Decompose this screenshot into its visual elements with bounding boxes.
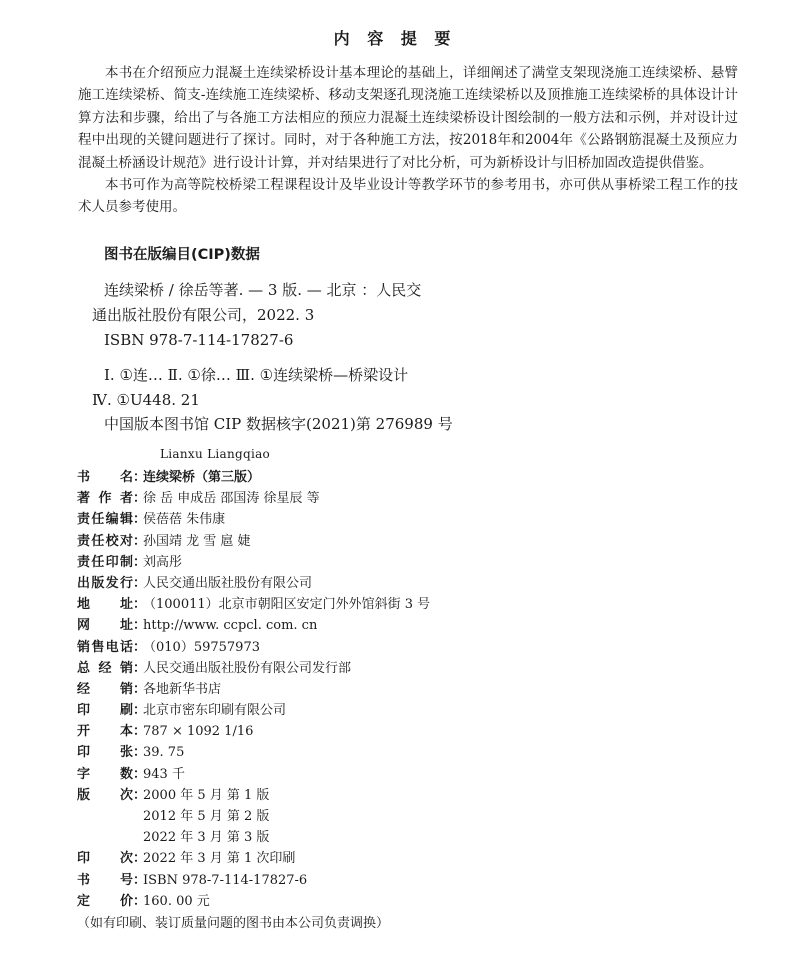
field-value: 787 × 1092 1/16 xyxy=(143,724,254,740)
field-label: 著 作 者 xyxy=(77,491,133,507)
field-value: 徐 岳 申成岳 邵国涛 徐星辰 等 xyxy=(143,491,320,507)
edition-history xyxy=(77,806,430,848)
copyright-fields xyxy=(77,467,430,806)
field-label: 字 数 xyxy=(77,766,133,782)
cip-line: Ⅳ. ①U448. 21 xyxy=(92,391,200,409)
copyright-row: 责 任 编 辑 ： 侯蓓蓓 朱伟康 xyxy=(77,509,430,530)
field-label: 责 任 编 辑 xyxy=(77,512,133,528)
copyright-row: 印 张 ： 39. 75 xyxy=(77,742,430,763)
field-value: 孙国靖 龙 雪 扈 婕 xyxy=(143,533,251,549)
field-label: 书 名 xyxy=(77,470,133,485)
field-value: 160. 00 元 xyxy=(143,893,210,909)
copyright-row: 定 价 ： 160. 00 元 xyxy=(77,891,430,912)
cip-line: ISBN 978-7-114-17827-6 xyxy=(104,331,294,349)
field-value: http://www. ccpcl. com. cn xyxy=(143,618,318,634)
pinyin-title: Lianxu Liangqiao xyxy=(160,447,271,461)
copyright-row: 书 号 ： ISBN 978-7-114-17827-6 xyxy=(77,870,430,891)
cip-verification: 中国版本图书馆 CIP 数据核字(2021)第 276989 号 xyxy=(104,415,453,433)
field-value: 各地新华书店 xyxy=(143,681,222,697)
field-label: 书 号 xyxy=(77,872,133,888)
field-label: 责 任 校 对 xyxy=(77,533,133,549)
field-value: 侯蓓蓓 朱伟康 xyxy=(143,512,226,528)
field-value: 北京市密东印刷有限公司 xyxy=(143,703,287,719)
copyright-fields-after xyxy=(77,848,430,912)
field-label: 开 本 xyxy=(77,724,133,740)
field-value: 39. 75 xyxy=(143,745,185,761)
copyright-row: 总 经 销 ： 人民交通出版社股份有限公司发行部 xyxy=(77,658,430,679)
field-value: （010）59757973 xyxy=(143,639,260,655)
copyright-row: 责 任 印 制 ： 刘高彤 xyxy=(77,552,430,573)
copyright-row: 开 本 ： 787 × 1092 1/16 xyxy=(77,721,430,742)
copyright-row: 出 版 发 行 ： 人民交通出版社股份有限公司 xyxy=(77,573,430,594)
cip-record xyxy=(92,278,422,413)
field-label: 地 址 xyxy=(77,597,133,613)
cip-line: 连续梁桥 / 徐岳等著. — 3 版. — 北京 ：人民交 xyxy=(104,281,422,299)
summary-paragraph: 本书在介绍预应力混凝土连续梁桥设计基本理论的基础上，详细阐述了满堂支架现浇施工连续梁桥、悬臂施工连续梁桥、简支-连续施工连续梁桥、移动支架逐孔现浇施工连续梁桥以及顶推施工连续梁桥的具体设计计算方法和步骤，给出了与各施工方法相应的预应力混凝土连续梁桥设计图绘制的一般方法和示例，并对设计过程中出现的关键问题进行了探讨。同时，对于各种施工方法，按2018年和2004年《公路钢筋混凝土及预应力混凝土桥涵设计规范》进行设计计算，并对结果进行了对比分析，可为新桥设计与旧桥加固改造提供借鉴。 xyxy=(78,65,738,171)
field-value: 人民交通出版社股份有限公司发行部 xyxy=(143,660,352,676)
field-value: 刘高彤 xyxy=(143,554,183,570)
copyright-row: 地 址 ： （100011）北京市朝阳区安定门外外馆斜街 3 号 xyxy=(77,594,430,615)
field-value: ISBN 978-7-114-17827-6 xyxy=(143,872,308,888)
copyright-row: 印 刷 ： 北京市密东印刷有限公司 xyxy=(77,700,430,721)
copyright-row: 销 售 电 话 ： （010）59757973 xyxy=(77,637,430,658)
summary-title: 内 容 提 要 xyxy=(333,29,457,48)
field-label: 定 价 xyxy=(77,893,133,909)
copyright-row: 书 名 ： 连续梁桥（第三版） xyxy=(77,467,430,488)
edition-row: 2022 年 3 月 第 3 版 xyxy=(143,830,270,846)
summary-paragraph: 本书可作为高等院校桥梁工程课程设计及毕业设计等教学环节的参考用书，亦可供从事桥梁工程工作的技术人员参考使用。 xyxy=(78,177,738,216)
field-label: 印 次 xyxy=(77,851,133,867)
cip-line: 通出版社股份有限公司，2022. 3 xyxy=(92,306,315,324)
cip-line: Ⅰ. ①连… Ⅱ. ①徐… Ⅲ. ①连续梁桥—桥梁设计 xyxy=(104,366,409,384)
edition-row: 2012 年 5 月 第 2 版 xyxy=(143,809,270,824)
copyright-row: 印 次 ： 2022 年 3 月 第 1 次印刷 xyxy=(77,848,430,869)
quality-notice: （如有印刷、装订质量问题的图书由本公司负责调换） xyxy=(77,915,390,931)
copyright-row: 网 址 ： http://www. ccpcl. com. cn xyxy=(77,615,430,636)
field-value: 连续梁桥（第三版） xyxy=(143,470,261,485)
field-label: 印 刷 xyxy=(77,703,133,719)
field-label: 版 次 xyxy=(77,787,133,803)
field-label: 印 张 xyxy=(77,745,133,761)
summary-text xyxy=(78,62,738,219)
copyright-row: 字 数 ： 943 千 xyxy=(77,764,430,785)
field-label: 总 经 销 xyxy=(77,660,133,676)
copyright-row: 版 次 ： 2000 年 5 月 第 1 版 xyxy=(77,785,430,806)
field-value: 943 千 xyxy=(143,766,185,782)
cip-heading: 图书在版编目(CIP)数据 xyxy=(104,247,260,263)
field-label: 出 版 发 行 xyxy=(77,575,133,591)
copyright-row: 经 销 ： 各地新华书店 xyxy=(77,679,430,700)
copyright-row: 责 任 校 对 ： 孙国靖 龙 雪 扈 婕 xyxy=(77,531,430,552)
copyright-table xyxy=(77,467,430,935)
field-label: 销 售 电 话 xyxy=(77,639,133,655)
field-value: 2000 年 5 月 第 1 版 xyxy=(143,787,270,803)
field-value: （100011）北京市朝阳区安定门外外馆斜街 3 号 xyxy=(143,597,431,613)
field-value: 2022 年 3 月 第 1 次印刷 xyxy=(143,851,296,867)
field-label: 经 销 xyxy=(77,681,133,697)
field-label: 网 址 xyxy=(77,618,133,634)
copyright-row: 著 作 者 ： 徐 岳 申成岳 邵国涛 徐星辰 等 xyxy=(77,488,430,509)
field-label: 责 任 印 制 xyxy=(77,554,133,570)
field-value: 人民交通出版社股份有限公司 xyxy=(143,575,313,591)
